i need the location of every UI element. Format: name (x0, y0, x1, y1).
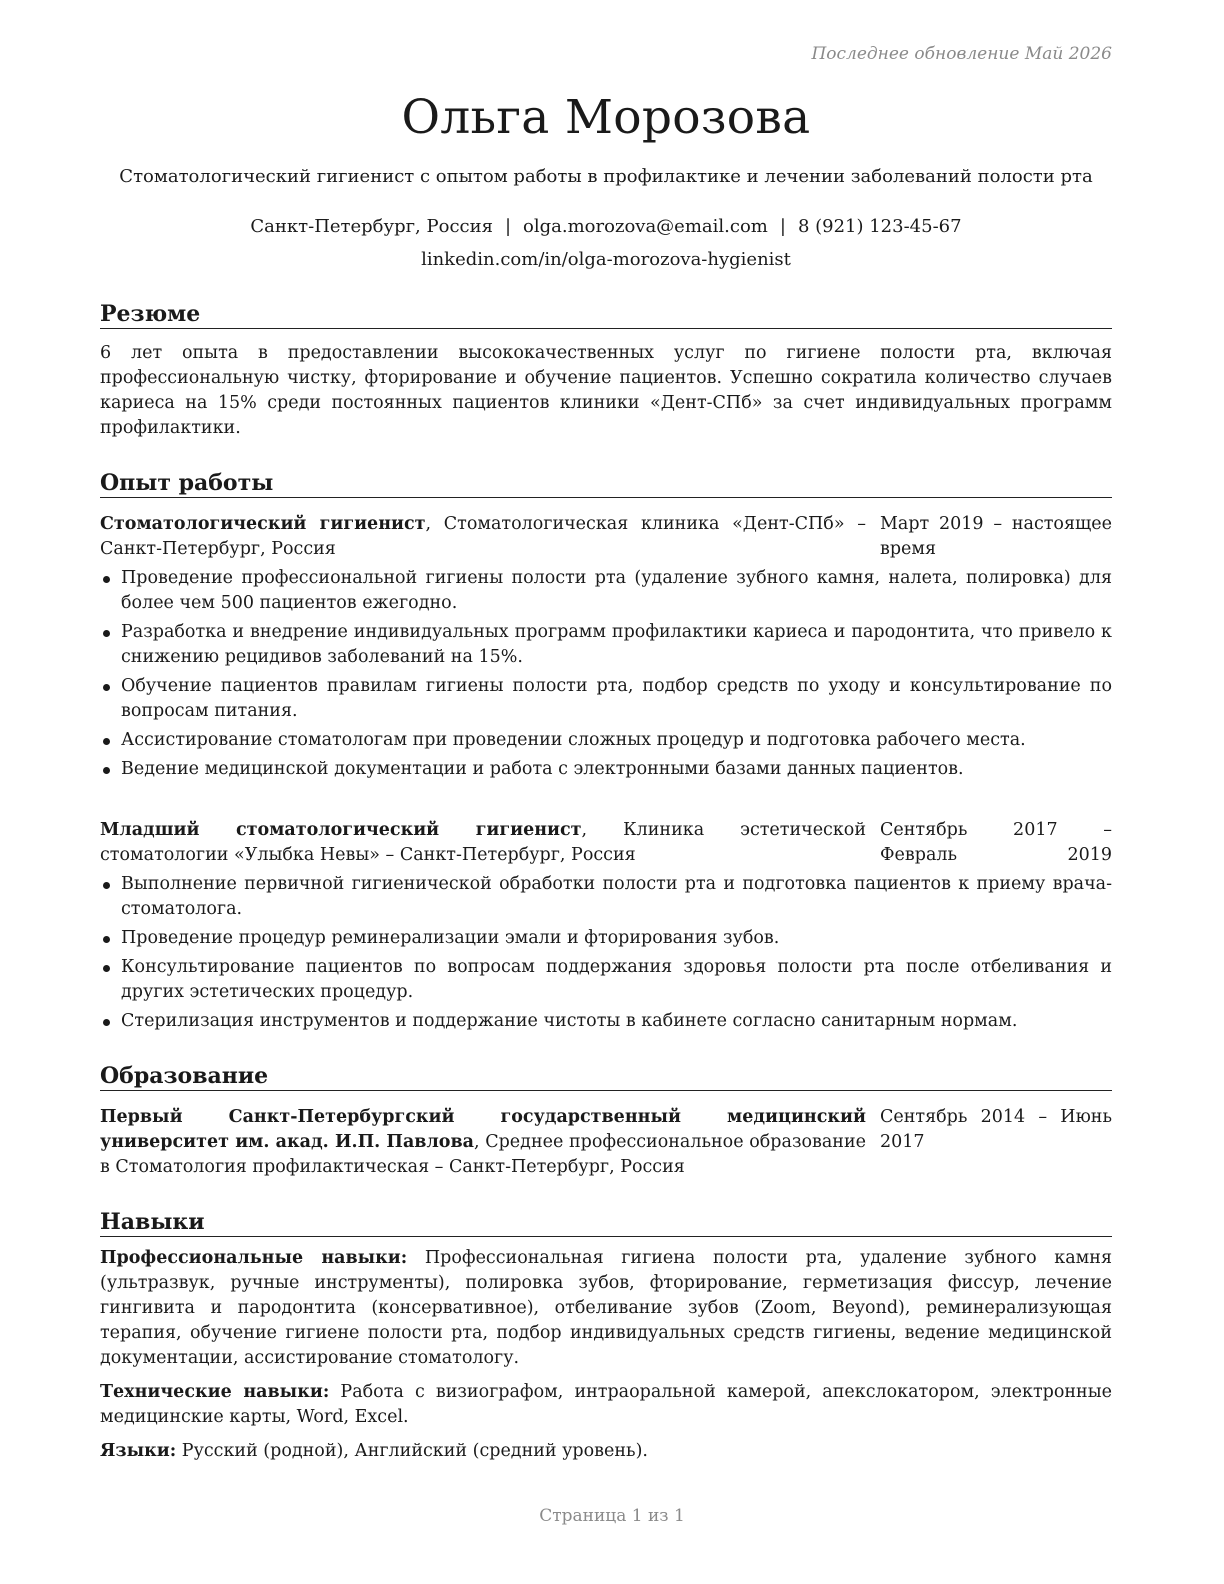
list-item: Разработка и внедрение индивидуальных программ профилактики кариеса и пародонтита, что привело к снижению рецидивов заболеваний на 15%. (100, 620, 1112, 670)
section-title: Опыт работы (100, 469, 1112, 498)
skill-text: Профессиональная гигиена полости рта, удаление зубного камня (ультразвук, ручные инструменты), полировка зубов, фторирование, герметизация фиссур, лечение гингивита и пародонтита (консервативное), отбеливание зубов (Zoom, Beyond), реминерализующая терапия, обучение гигиене полости рта, подбор индивидуальных средств гигиены, ведение медицинской документации, ассистирование стоматологу. (100, 1248, 1112, 1368)
section-title: Образование (100, 1062, 1112, 1091)
list-item: Выполнение первичной гигиенической обработки полости рта и подготовка пациентов к приему врача-стоматолога. (100, 872, 1112, 922)
list-item: Проведение процедур реминерализации эмали и фторирования зубов. (100, 926, 1112, 951)
phone: 8 (921) 123-45-67 (797, 216, 962, 237)
section-title: Резюме (100, 300, 1112, 329)
candidate-name: Ольга Морозова (401, 90, 811, 145)
location: Санкт-Петербург, Россия (250, 216, 493, 237)
education-section (100, 1062, 1112, 1180)
job-role: Стоматологический гигиенист (100, 514, 426, 534)
list-item: Ассистирование стоматологам при проведении сложных процедур и подготовка рабочего места. (100, 728, 1112, 753)
skill-label: Профессиональные навыки: (100, 1248, 408, 1268)
skills-section (100, 1208, 1112, 1464)
skill-text: Работа с визиографом, интраоральной камерой, апекслокатором, электронные медицинские карты, Word, Excel. (100, 1382, 1113, 1427)
professional-skills (100, 1246, 1112, 1371)
school-name: Первый Санкт-Петербургский государственный медицинский университет им. акад. И.П. Павлова (100, 1107, 866, 1152)
skill-label: Технические навыки: (100, 1382, 330, 1402)
contact-line (100, 215, 1112, 239)
section-title: Навыки (100, 1208, 1112, 1237)
summary-section (100, 300, 1112, 441)
last-updated: Последнее обновление Май 2026 (811, 44, 1112, 64)
technical-skills (100, 1380, 1112, 1430)
education-entry (100, 1105, 1112, 1180)
email[interactable]: olga.morozova@email.com (523, 216, 768, 237)
job-header (100, 818, 1112, 868)
candidate-headline: Стоматологический гигиенист с опытом работы в профилактике и лечении заболеваний полости рта (119, 166, 1093, 187)
list-item: Ведение медицинской документации и работа с электронными базами данных пациентов. (100, 757, 1112, 782)
job-dates: Сентябрь 2017 – Февраль 2019 (880, 820, 1112, 865)
job-dates: Март 2019 – настоящее время (880, 514, 1112, 559)
skill-text: Русский (родной), Английский (средний уровень). (176, 1441, 648, 1461)
list-item: Консультирование пациентов по вопросам поддержания здоровья полости рта после отбеливания и других эстетических процедур. (100, 955, 1112, 1005)
page-number: Страница 1 из 1 (539, 1506, 685, 1526)
job-org: , Клиника эстетической стоматологии «Улыбка Невы» – Санкт-Петербург, Россия (100, 820, 866, 865)
list-item: Обучение пациентов правилам гигиены полости рта, подбор средств по уходу и консультирование по вопросам питания. (100, 674, 1112, 724)
job-role: Младший стоматологический гигиенист (100, 820, 582, 840)
linkedin-link[interactable]: linkedin.com/in/olga-morozova-hygienist (421, 249, 791, 270)
job-title (100, 512, 880, 562)
list-item: Проведение профессиональной гигиены полости рта (удаление зубного камня, налета, полировка) для более чем 500 пациентов ежегодно. (100, 566, 1112, 616)
separator: | (504, 216, 512, 237)
languages (100, 1439, 1112, 1464)
separator: | (779, 216, 786, 237)
job-title (100, 818, 880, 868)
experience-section (100, 469, 1112, 1034)
education-dates: Сентябрь 2014 – Июнь 2017 (880, 1107, 1112, 1152)
skill-label: Языки: (100, 1441, 177, 1461)
job-bullets (100, 566, 1112, 782)
education-title (100, 1105, 880, 1180)
job-org: , Стоматологическая клиника «Дент-СПб» – Санкт-Петербург, Россия (100, 514, 866, 559)
education-detail: , Среднее профессиональное образование в Стоматология профилактическая – Санкт-Петербург, Россия (100, 1132, 866, 1177)
job-bullets (100, 872, 1112, 1034)
summary-text: 6 лет опыта в предоставлении высококачественных услуг по гигиене полости рта, включая профессиональную чистку, фторирование и обучение пациентов. Успешно сократила количество случаев кариеса на 15% среди постоянных пациентов клиники «Дент-СПб» за счет индивидуальных программ профилактики. (100, 343, 1112, 438)
job-header (100, 512, 1112, 562)
list-item: Стерилизация инструментов и поддержание чистоты в кабинете согласно санитарным нормам. (100, 1009, 1112, 1034)
